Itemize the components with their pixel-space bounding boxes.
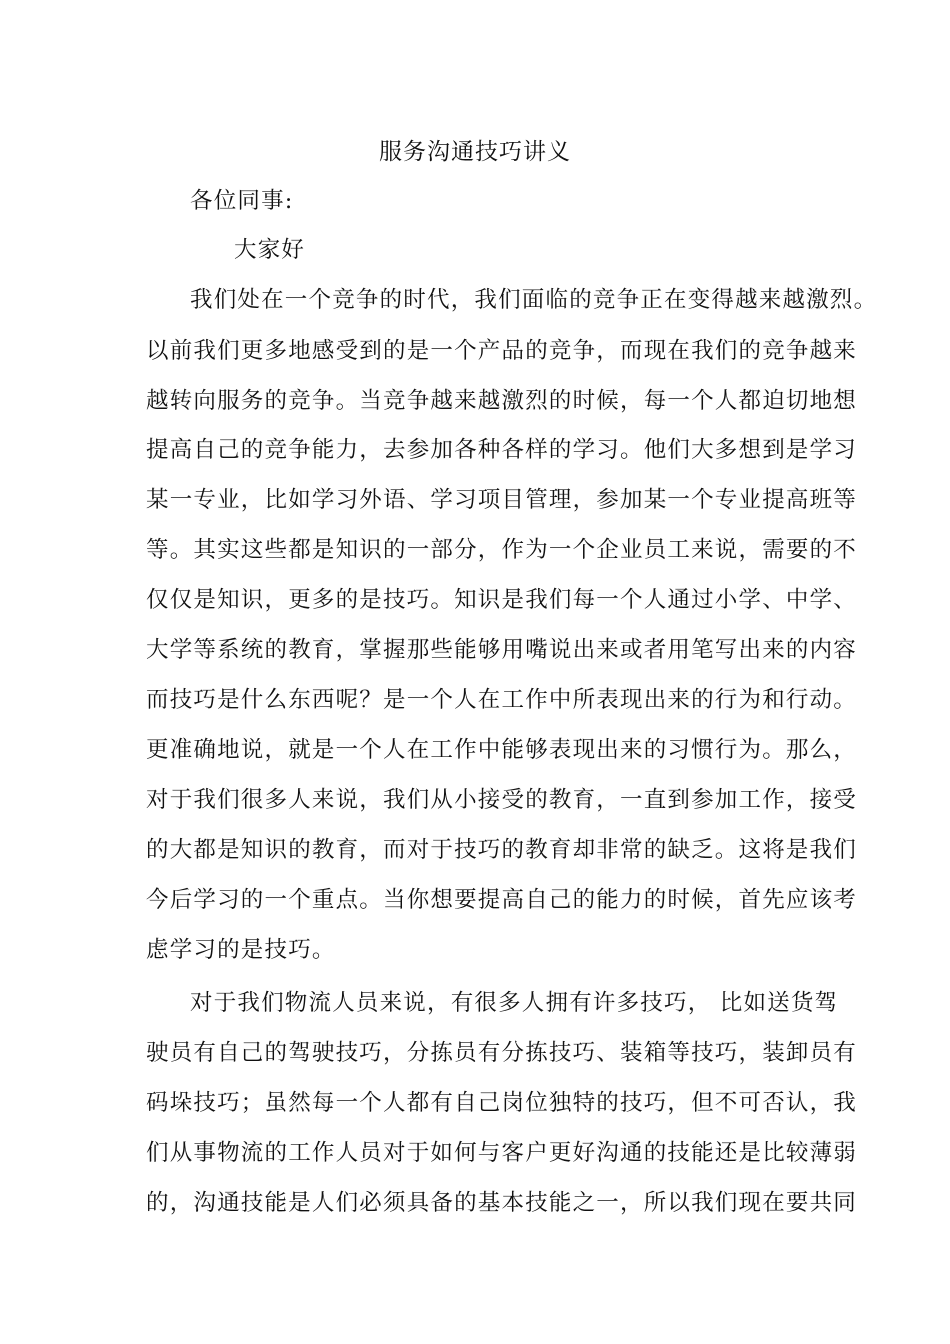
- paragraph-2-line: 的，沟通技能是人们必须具备的基本技能之一，所以我们现在要共同: [146, 1190, 858, 1216]
- paragraph-1-line: 我们处在一个竞争的时代，我们面临的竞争正在变得越来越激烈。: [190, 287, 878, 313]
- paragraph-1-line: 大学等系统的教育，掌握那些能够用嘴说出来或者用笔写出来的内容: [146, 637, 858, 663]
- document-title: 服务沟通技巧讲义: [379, 139, 571, 165]
- paragraph-1-line: 更准确地说，就是一个人在工作中能够表现出来的习惯行为。那么，: [146, 737, 858, 763]
- paragraph-1-line: 越转向服务的竞争。当竞争越来越激烈的时候，每一个人都迫切地想: [146, 388, 858, 414]
- paragraph-2-line: 码垛技巧；虽然每一个人都有自己岗位独特的技巧，但不可否认，我: [146, 1090, 858, 1116]
- paragraph-1-line: 对于我们很多人来说，我们从小接受的教育，一直到参加工作，接受: [146, 787, 858, 813]
- paragraph-1-line: 今后学习的一个重点。当你想要提高自己的能力的时候，首先应该考: [146, 887, 858, 913]
- paragraph-1-line: 虑学习的是技巧。: [146, 937, 336, 963]
- paragraph-2-line: 驶员有自己的驾驶技巧，分拣员有分拣技巧、装箱等技巧，装卸员有: [146, 1040, 858, 1066]
- paragraph-1-line: 仅仅是知识，更多的是技巧。知识是我们每一个人通过小学、中学、: [146, 587, 858, 613]
- paragraph-1-line: 某一专业，比如学习外语、学习项目管理，参加某一个专业提高班等: [146, 487, 858, 513]
- paragraph-2-line: 们从事物流的工作人员对于如何与客户更好沟通的技能还是比较薄弱: [146, 1140, 858, 1166]
- paragraph-2-line: 对于我们物流人员来说，有很多人拥有许多技巧， 比如送货驾: [190, 990, 839, 1016]
- paragraph-1-line: 的大都是知识的教育，而对于技巧的教育却非常的缺乏。这将是我们: [146, 837, 858, 863]
- greeting: 大家好: [234, 237, 306, 263]
- paragraph-1-line: 提高自己的竞争能力，去参加各种各样的学习。他们大多想到是学习: [146, 437, 858, 463]
- paragraph-1-line: 以前我们更多地感受到的是一个产品的竞争，而现在我们的竞争越来: [146, 338, 858, 364]
- paragraph-1-line: 等。其实这些都是知识的一部分，作为一个企业员工来说，需要的不: [146, 537, 858, 563]
- salutation: 各位同事:: [190, 188, 294, 214]
- paragraph-1-line: 而技巧是什么东西呢？是一个人在工作中所表现出来的行为和行动。: [146, 687, 858, 713]
